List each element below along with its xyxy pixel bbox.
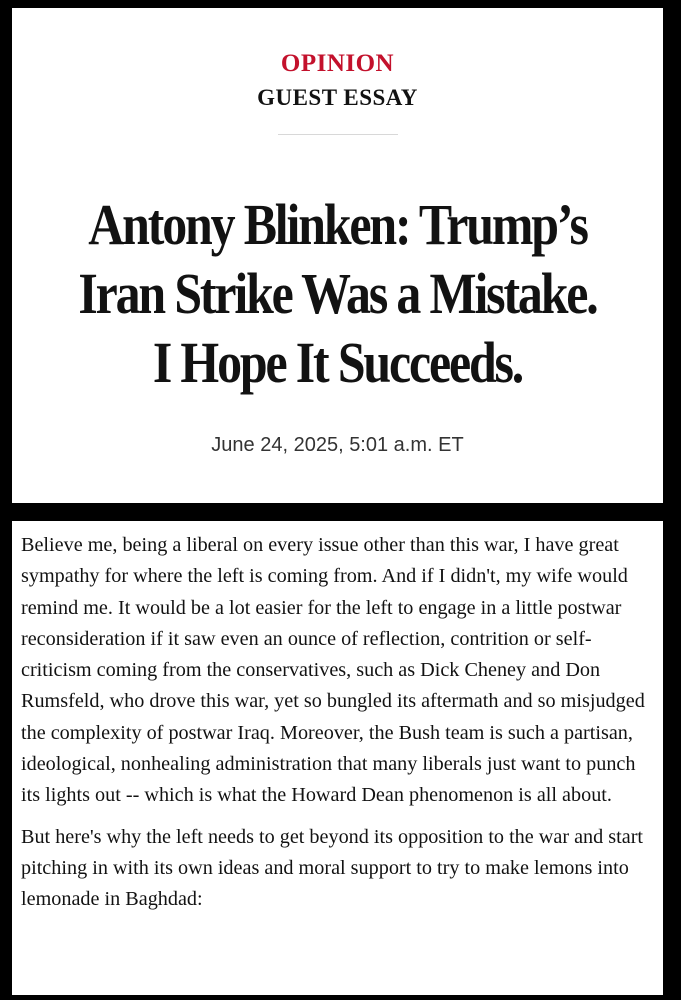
excerpt-paragraph: But here's why the left needs to get beyond its opposition to the war and start pitching in with its own ideas and moral support to try to make lemons into lemonade in Baghdad: — [21, 825, 644, 911]
headline-line: I Hope It Succeeds. — [152, 330, 523, 395]
excerpt-card — [12, 521, 663, 995]
headline-card — [12, 8, 663, 503]
headline-line: Iran Strike Was a Mistake. — [78, 261, 597, 326]
divider — [278, 134, 398, 135]
excerpt-body — [21, 530, 655, 916]
excerpt-paragraph: Believe me, being a liberal on every issue other than this war, I have great sympathy for where the left is coming from. And if I didn't, my wife would remind me. It would be a lot easier for the left to engage in a little postwar reconsideration if it saw even an ounce of reflection, contrition or self-criticism coming from the conservatives, such as Dick Cheney and Don Rumsfeld, who drove this war, yet so bungled its aftermath and so misjudged the complexity of postwar Iraq. Moreover, the Bush team is such a partisan, ideological, nonhealing administration that many liberals just want to punch its lights out -- which is what the Howard Dean phenomenon is all about. — [21, 534, 645, 807]
article-headline — [75, 190, 600, 397]
subsection-label: GUEST ESSAY — [257, 85, 418, 110]
headline-line: Antony Blinken: Trump’s — [88, 192, 587, 257]
publish-timestamp: June 24, 2025, 5:01 a.m. ET — [211, 434, 464, 456]
section-label[interactable]: OPINION — [280, 50, 395, 77]
